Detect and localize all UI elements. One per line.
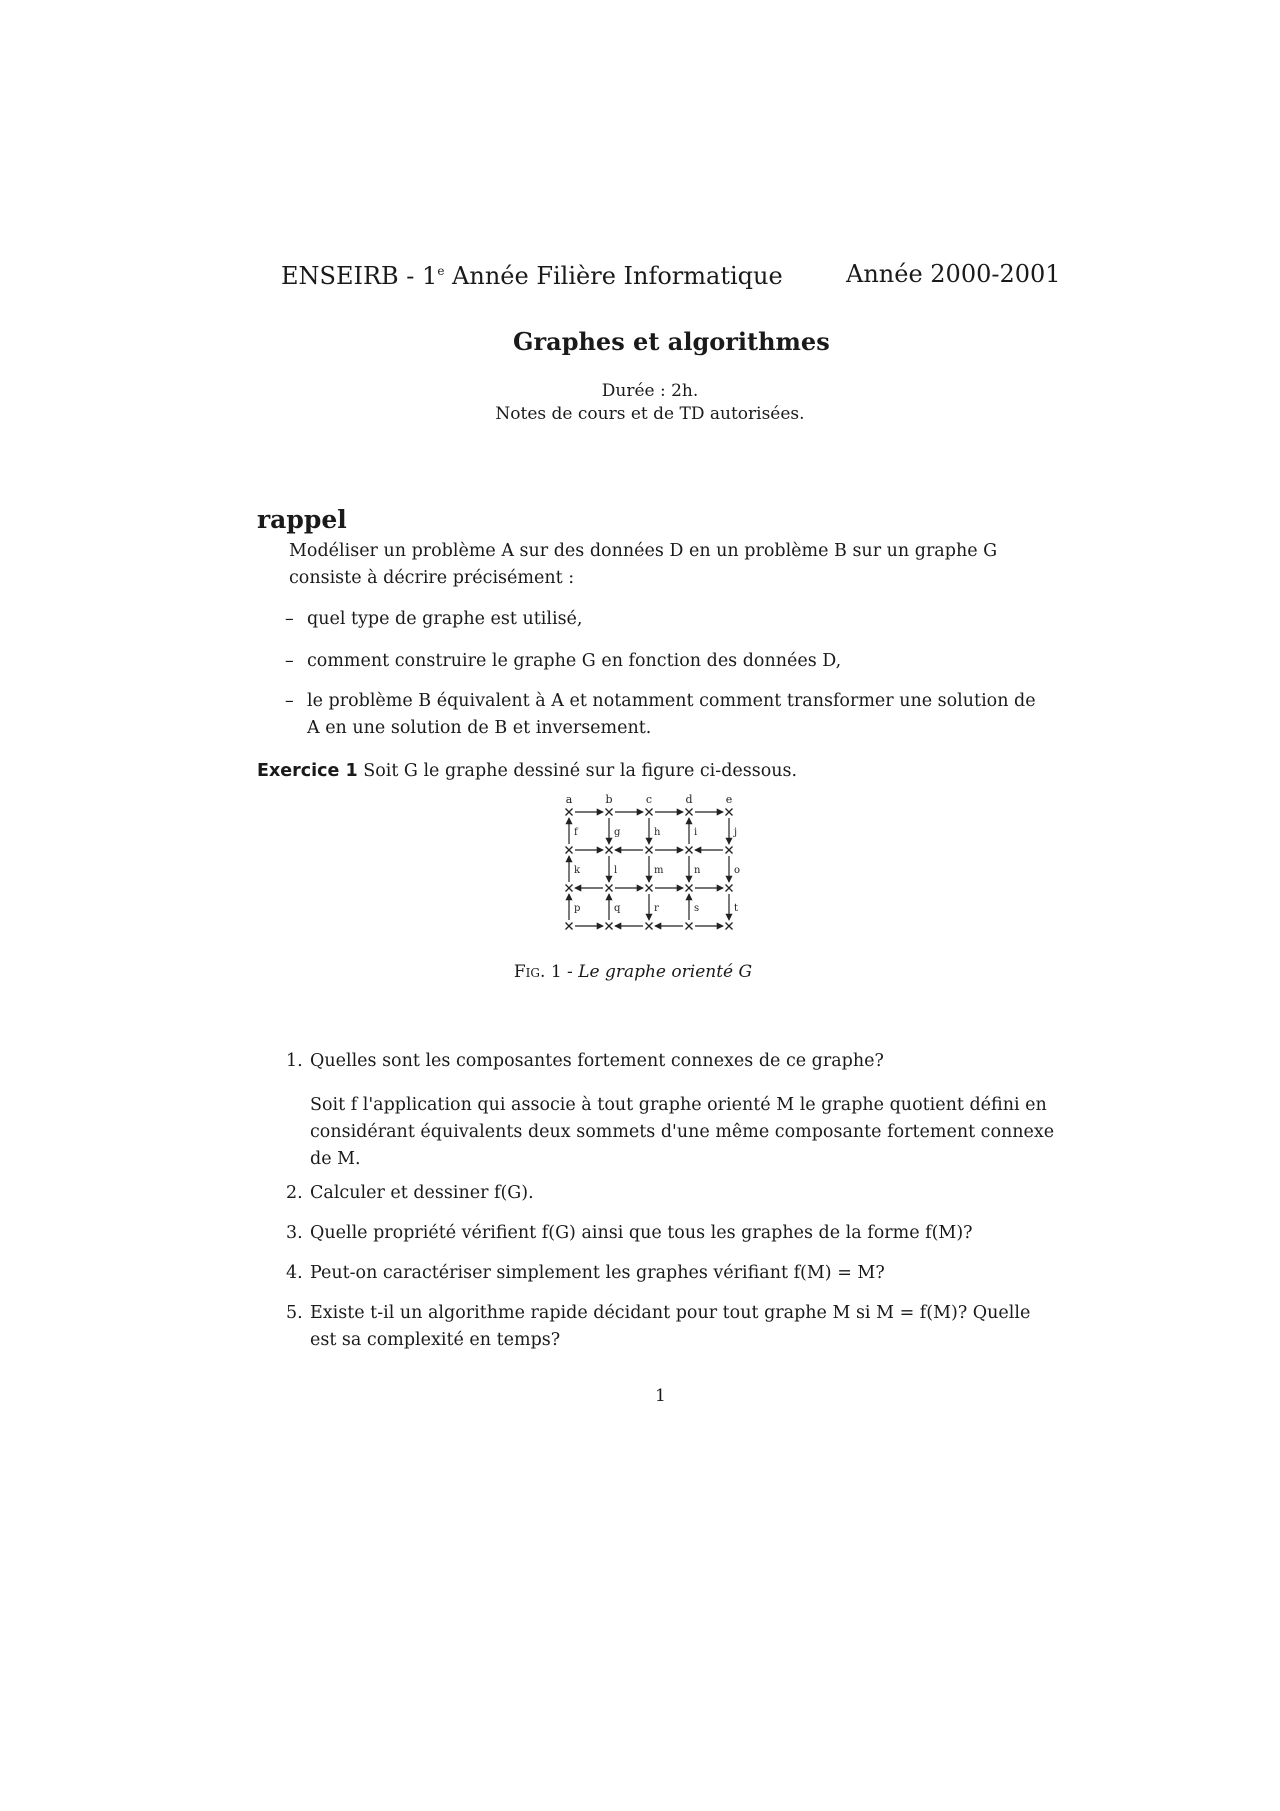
graph-vertex [606,923,613,930]
edge-label: p [574,903,581,914]
question-5 [286,1300,1060,1354]
question-text: Peut-on caractériser simplement les graphes vérifiant f(M) = M? [310,1263,885,1283]
rappel-item-text: comment construire le graphe G en fonction des données D, [307,651,842,671]
graph-vertex [686,923,693,930]
exercise-label: Exercice 1 [257,761,358,781]
graph-vertex [726,923,733,930]
graph-vertex [606,809,613,816]
question-number: 5. [286,1303,303,1323]
graph-vertex [606,847,613,854]
edge-label: n [694,865,701,876]
edge-label: k [574,865,581,876]
exercise-statement [257,758,1057,785]
rappel-item [285,606,1047,633]
vertex-label: c [645,793,653,806]
dash-marker: – [285,691,294,711]
header-year: Année 2000-2001 [846,260,1061,288]
edge-label: r [654,903,659,914]
question-number: 3. [286,1223,303,1243]
graph-vertex [686,885,693,892]
notes-allowed: Notes de cours et de TD autorisées. [495,404,805,424]
vertex-label: b [605,793,613,806]
graph-vertex [566,847,573,854]
figure-caption [433,962,833,982]
header-institution [281,262,783,290]
figure-caption-text: Le graphe orienté G [578,962,753,982]
question-text: Quelle propriété vérifient f(G) ainsi que tous les graphes de la forme f(M)? [310,1223,973,1243]
graph-vertex [646,847,653,854]
vertex-label: a [565,793,573,806]
edge-label: g [614,827,621,838]
question-number: 4. [286,1263,303,1283]
vertex-label: e [725,793,733,806]
exercise-text: Soit G le graphe dessiné sur la figure ci-dessous. [363,761,798,781]
rappel-item [285,688,1047,742]
question-text: Quelles sont les composantes fortement connexes de ce graphe? [310,1051,884,1071]
edge-label: s [694,903,700,914]
edge-label: l [614,865,618,876]
graph-vertex [646,885,653,892]
document-title: Graphes et algorithmes [513,327,830,356]
graph-vertex [646,809,653,816]
rappel-intro: Modéliser un problème A sur des données D en un problème B sur un graphe G consiste à décrire précisément : [289,541,998,588]
edge-label: h [654,827,661,838]
dash-marker: – [285,651,294,671]
edge-label: i [694,827,698,838]
graph-figure [555,790,755,950]
figure-caption-prefix: Fig. 1 - [513,962,573,982]
edge-label: f [574,827,578,838]
rappel-item-text: quel type de graphe est utilisé, [307,609,583,629]
question-3 [286,1220,1060,1247]
section-heading-rappel: rappel [257,505,347,534]
question-text: Existe t-il un algorithme rapide décidant pour tout graphe M si M = f(M)? Quelle est sa complexité en temps? [310,1303,1031,1350]
question-4 [286,1260,1060,1287]
edge-label: o [734,865,741,876]
edge-label: t [734,903,739,914]
question-number: 2. [286,1183,303,1203]
graph-vertex [566,885,573,892]
graph-vertex [726,885,733,892]
question-2 [286,1180,1060,1207]
graph-vertex [606,885,613,892]
question-context [310,1092,1055,1173]
question-context-text: Soit f l'application qui associe à tout graphe orienté M le graphe quotient défini en considérant équivalents deux sommets d'une même composante fortement connexe de M. [310,1095,1055,1169]
edge-label: q [614,903,621,914]
graph-vertex [686,809,693,816]
graph-vertex [646,923,653,930]
question-text: Calculer et dessiner f(G). [310,1183,534,1203]
graph-vertex [726,847,733,854]
rappel-item-text: le problème B équivalent à A et notamment comment transformer une solution de A en une solution de B et inversement. [307,691,1036,738]
graph-vertex [566,809,573,816]
duration: Durée : 2h. [601,381,699,401]
header-left-suffix: Année Filière Informatique [444,262,783,290]
edge-label: j [734,827,738,838]
dash-marker: – [285,609,294,629]
header-left-sup: e [437,264,445,278]
graph-vertex [566,923,573,930]
question-1 [286,1048,1060,1075]
page-number: 1 [655,1386,666,1406]
graph-vertex [726,809,733,816]
rappel-item [285,648,1047,675]
edge-label: m [654,865,664,876]
question-number: 1. [286,1051,303,1071]
header-left-prefix: ENSEIRB - 1 [281,262,438,290]
vertex-label: d [685,793,693,806]
graph-vertex [686,847,693,854]
